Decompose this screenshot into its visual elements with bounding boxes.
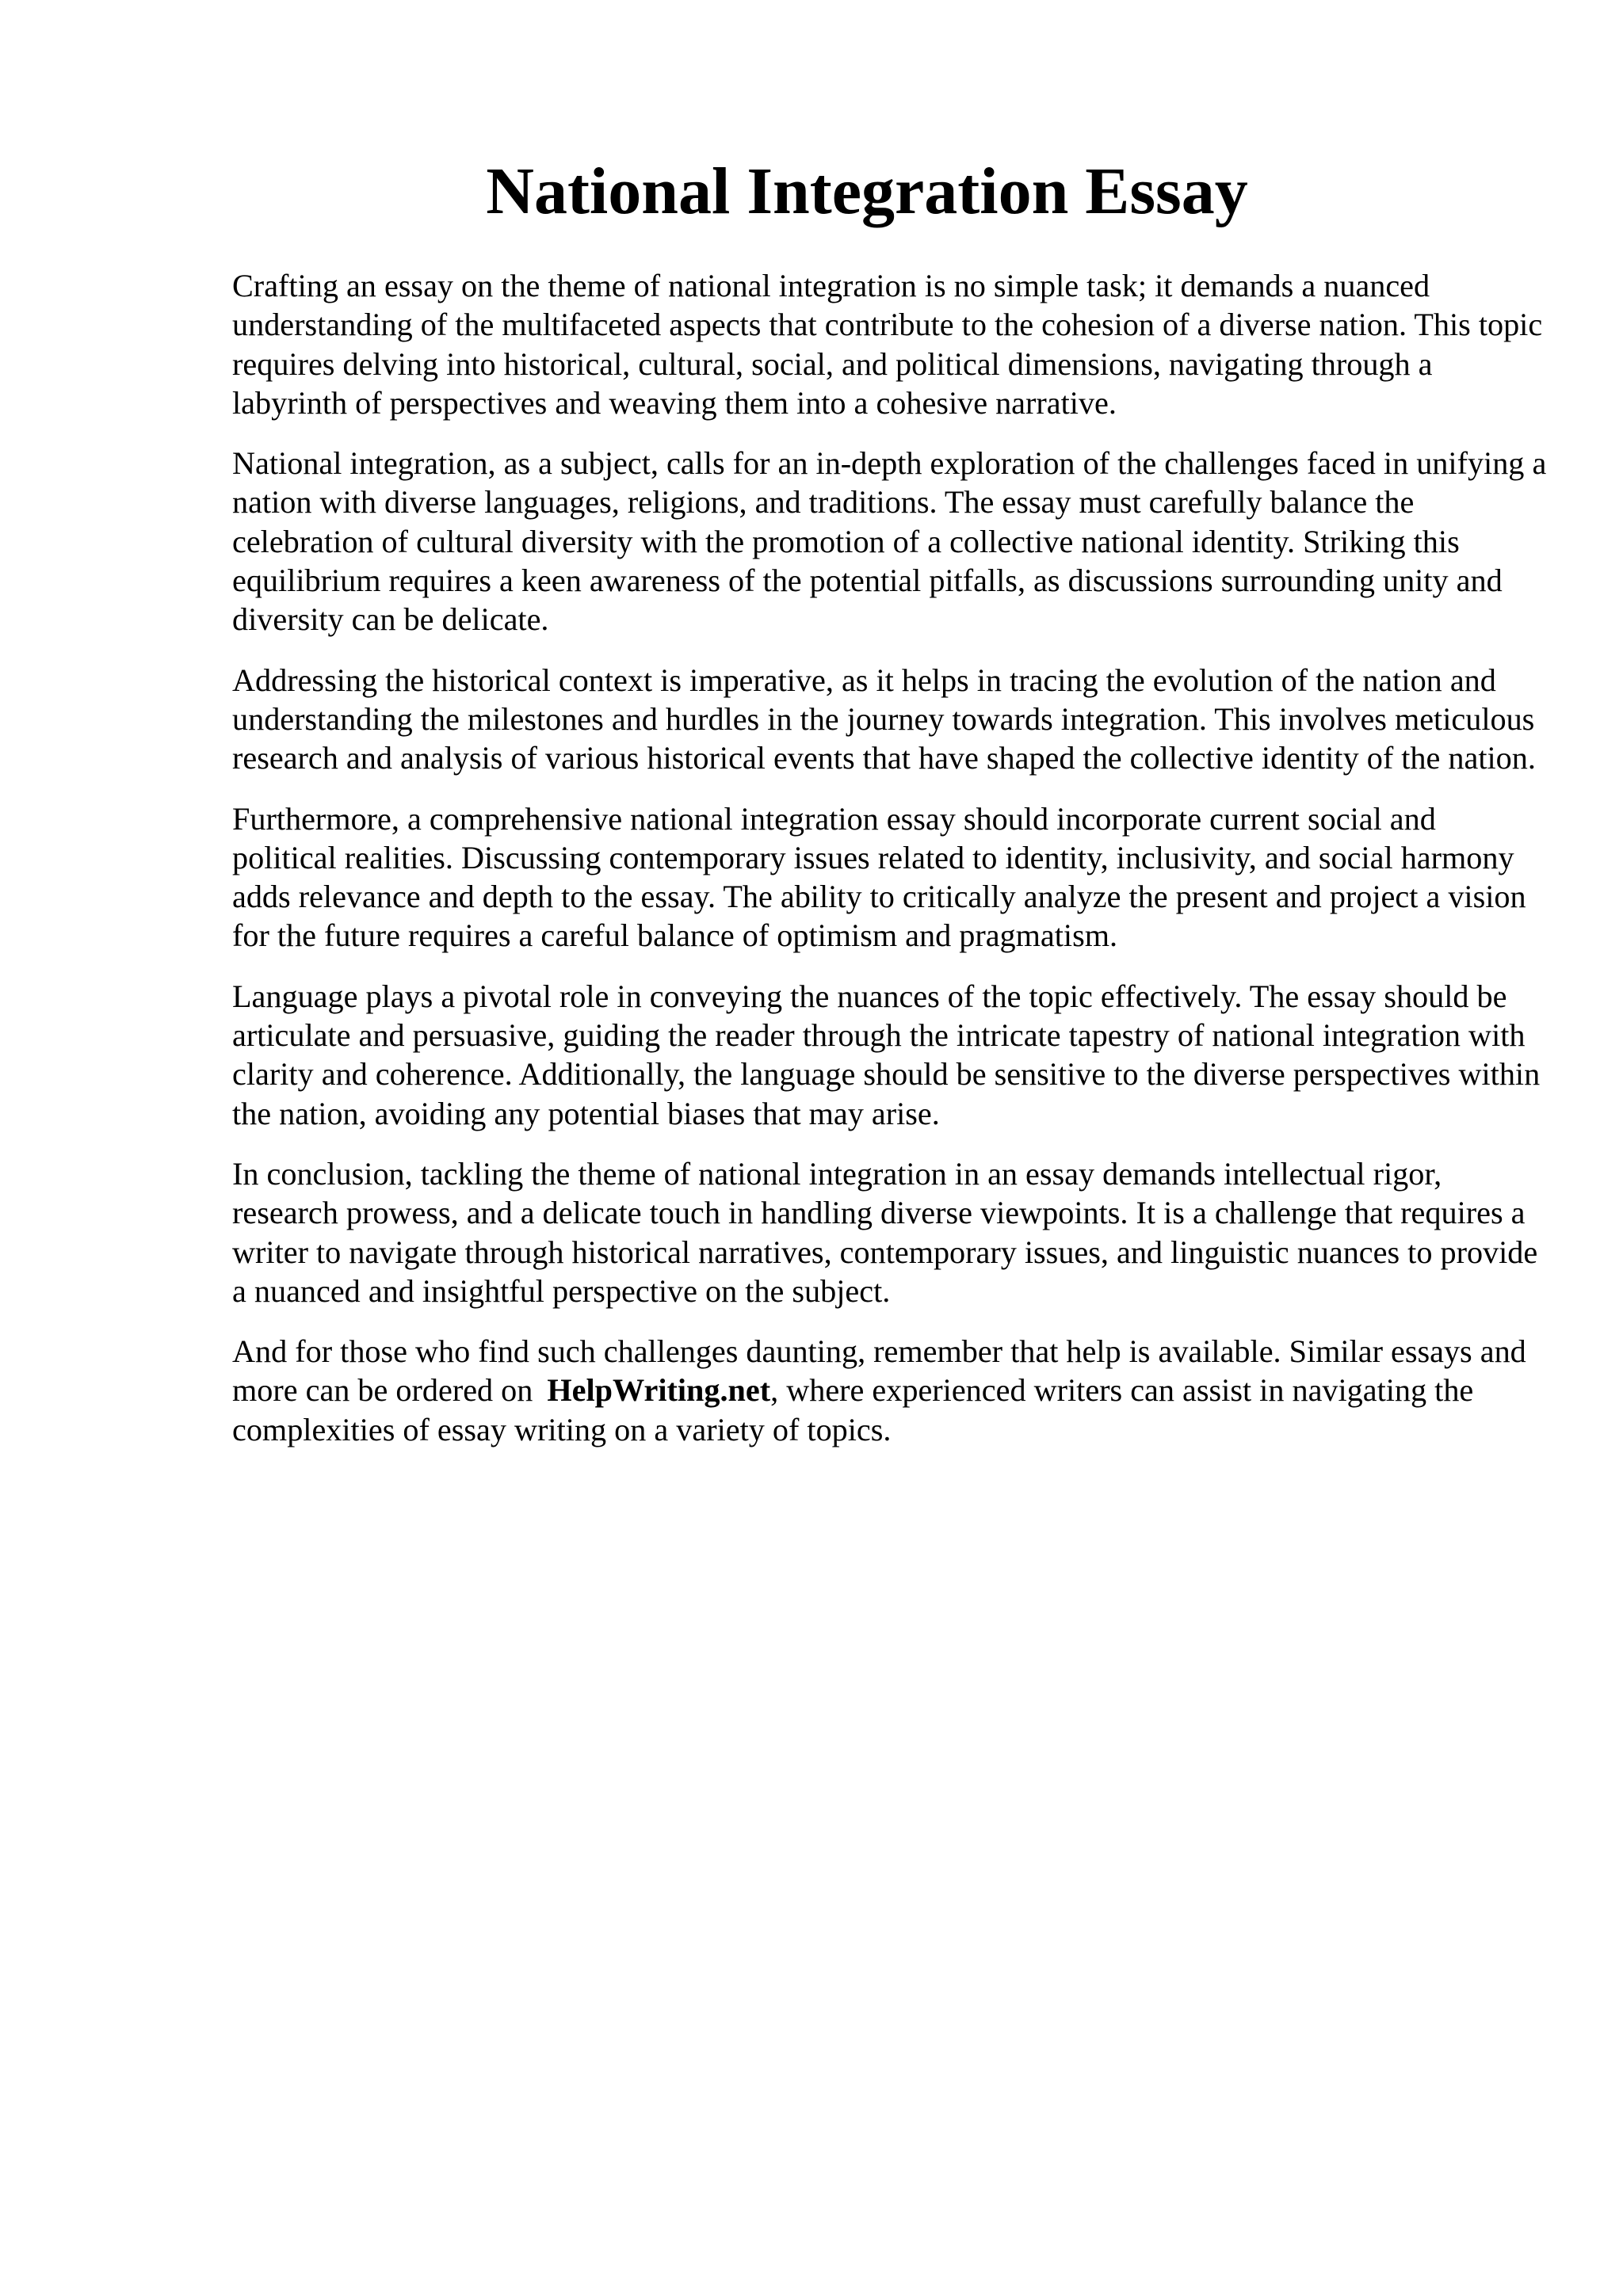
paragraph-5: Language plays a pivotal role in conveying the nuances of the topic effectively. The essay should be articulate and persuasive, guiding the reader through the intricate tapestry of national integration with clarity and coherence. Additionally, the language should be sensitive to the diverse perspectives within the nation, avoiding any potential biases that may arise. [232, 978, 1541, 1131]
brand-link[interactable]: HelpWriting.net [547, 1372, 771, 1409]
closing-text-after: , where experienced writers can assist in navigating the complexities of essay writing on a variety of topics. [232, 1372, 1474, 1447]
page-title: National Integration Essay [486, 154, 1248, 228]
paragraph-3: Addressing the historical context is imperative, as it helps in tracing the evolution of the nation and understanding the milestones and hurdles in the journey towards integration. This involves meticulous research and analysis of various historical events that have shaped the collective identity of the nation. [232, 662, 1536, 776]
paragraph-2: National integration, as a subject, calls for an in-depth exploration of the challenges faced in unifying a nation with diverse languages, religions, and traditions. The essay must carefully balance the celebration of cultural diversity with the promotion of a collective national identity. Striking this equilibrium requires a keen awareness of the potential pitfalls, as discussions surrounding unity and diversity can be delicate. [232, 445, 1547, 638]
paragraph-4: Furthermore, a comprehensive national integration essay should incorporate current social and political realities. Discussing contemporary issues related to identity, inclusivity, and social harmony adds relevance and depth to the essay. The ability to critically analyze the present and project a vision for the future requires a careful balance of optimism and pragmatism. [232, 800, 1526, 954]
paragraph-1: Crafting an essay on the theme of national integration is no simple task; it demands a nuanced understanding of the multifaceted aspects that contribute to the cohesion of a diverse nation. This topic requires delving into historical, cultural, social, and political dimensions, navigating through a labyrinth of perspectives and weaving them into a cohesive narrative. [232, 268, 1543, 421]
closing-paragraph [232, 1332, 1548, 1449]
closing-text-before: And for those who find such challenges daunting, remember that help is available. Similar essays and more can be ordered on [232, 1333, 1526, 1409]
paragraph-6: In conclusion, tackling the theme of national integration in an essay demands intellectual rigor, research prowess, and a delicate touch in handling diverse viewpoints. It is a challenge that requires a writer to navigate through historical narratives, contemporary issues, and linguistic nuances to provide a nuanced and insightful perspective on the subject. [232, 1155, 1538, 1309]
essay-body [232, 266, 1548, 1470]
